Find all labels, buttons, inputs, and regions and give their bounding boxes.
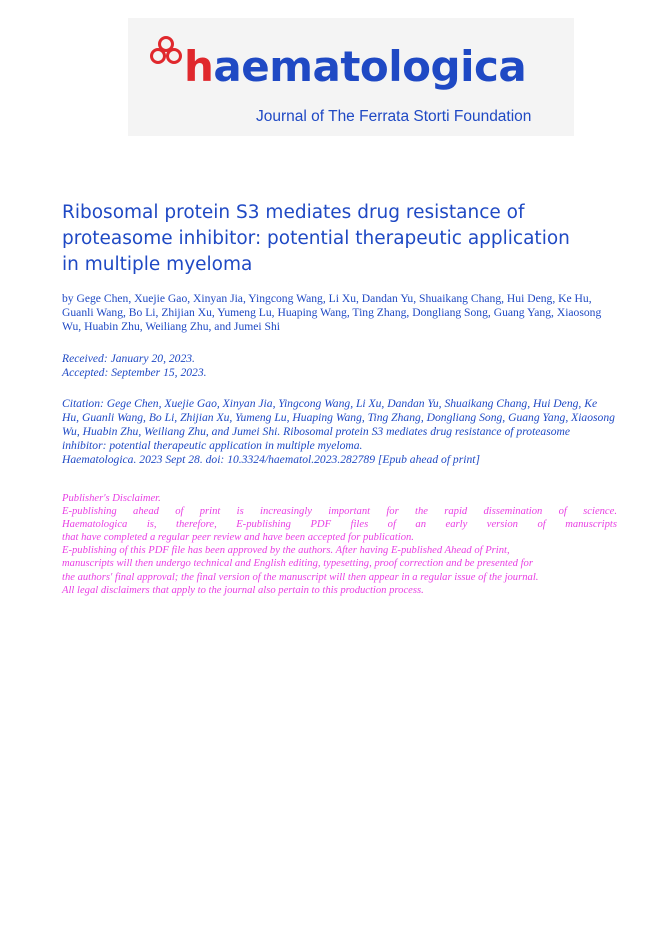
citation-text: Citation: Gege Chen, Xuejie Gao, Xinyan Jia, Yingcong Wang, Li Xu, Dandan Yu, Shuaikang Chang, Hui Deng, Ke Hu, Guanli Wang, Bo Li, Zhijian Xu, Yumeng Lu, Huaping Wang, Ting Zhang, Dongliang Song, Guang Yang, Xiaosong Wu, Huabin Zhu, Weiliang Zhu, and Jumei Shi. Ribosomal protein S3 mediates drug resistance of proteasome inhibitor: potential therapeutic application in multiple myeloma. — [62, 397, 615, 452]
disclaimer-heading: Publisher's Disclaimer. — [62, 493, 161, 504]
journal-logo — [128, 18, 574, 136]
citation-block — [62, 397, 617, 467]
disclaimer-line: All legal disclaimers that apply to the journal also pertain to this production process. — [62, 584, 424, 596]
disclaimer-line: that have completed a regular peer review and have been accepted for publication. — [62, 532, 414, 544]
disclaimer-line: E-publishing ahead of print is increasingly important for the rapid dissemination of science. — [62, 506, 617, 518]
article-title: Ribosomal protein S3 mediates drug resistance of proteasome inhibitor: potential therapeutic application in multiple myeloma — [62, 202, 570, 275]
publisher-disclaimer — [62, 492, 617, 597]
disclaimer-line: E-publishing of this PDF file has been approved by the authors. After having E-published Ahead of Print, — [62, 545, 510, 557]
accepted-date: Accepted: September 15, 2023. — [62, 365, 207, 379]
disclaimer-line: Haematologica is, therefore, E-publishing PDF files of an early version of manuscripts — [62, 519, 617, 531]
citation-reference: Haematologica. 2023 Sept 28. doi: 10.3324/haematol.2023.282789 [Epub ahead of print] — [62, 453, 480, 466]
journal-subtitle: Journal of The Ferrata Storti Foundation — [256, 108, 532, 125]
journal-name-rest: aematologica — [213, 42, 527, 91]
journal-name-initial: h — [184, 42, 214, 91]
disclaimer-line: the authors' final approval; the final version of the manuscript will then appear in a regular issue of the journal. — [62, 571, 539, 583]
received-date: Received: January 20, 2023. — [62, 352, 195, 365]
author-list: by Gege Chen, Xuejie Gao, Xinyan Jia, Yingcong Wang, Li Xu, Dandan Yu, Shuaikang Chang, Hui Deng, Ke Hu, Guanli Wang, Bo Li, Zhijian Xu, Yumeng Lu, Huaping Wang, Ting Zhang, Dongliang Song, Guang Yang, Xiaosong Wu, Huabin Zhu, Weiliang Zhu, and Jumei Shi — [62, 292, 602, 333]
journal-name — [184, 42, 527, 91]
article-dates — [62, 352, 602, 379]
disclaimer-line: manuscripts will then undergo technical and English editing, typesetting, proof correction and be presented for — [62, 558, 533, 570]
